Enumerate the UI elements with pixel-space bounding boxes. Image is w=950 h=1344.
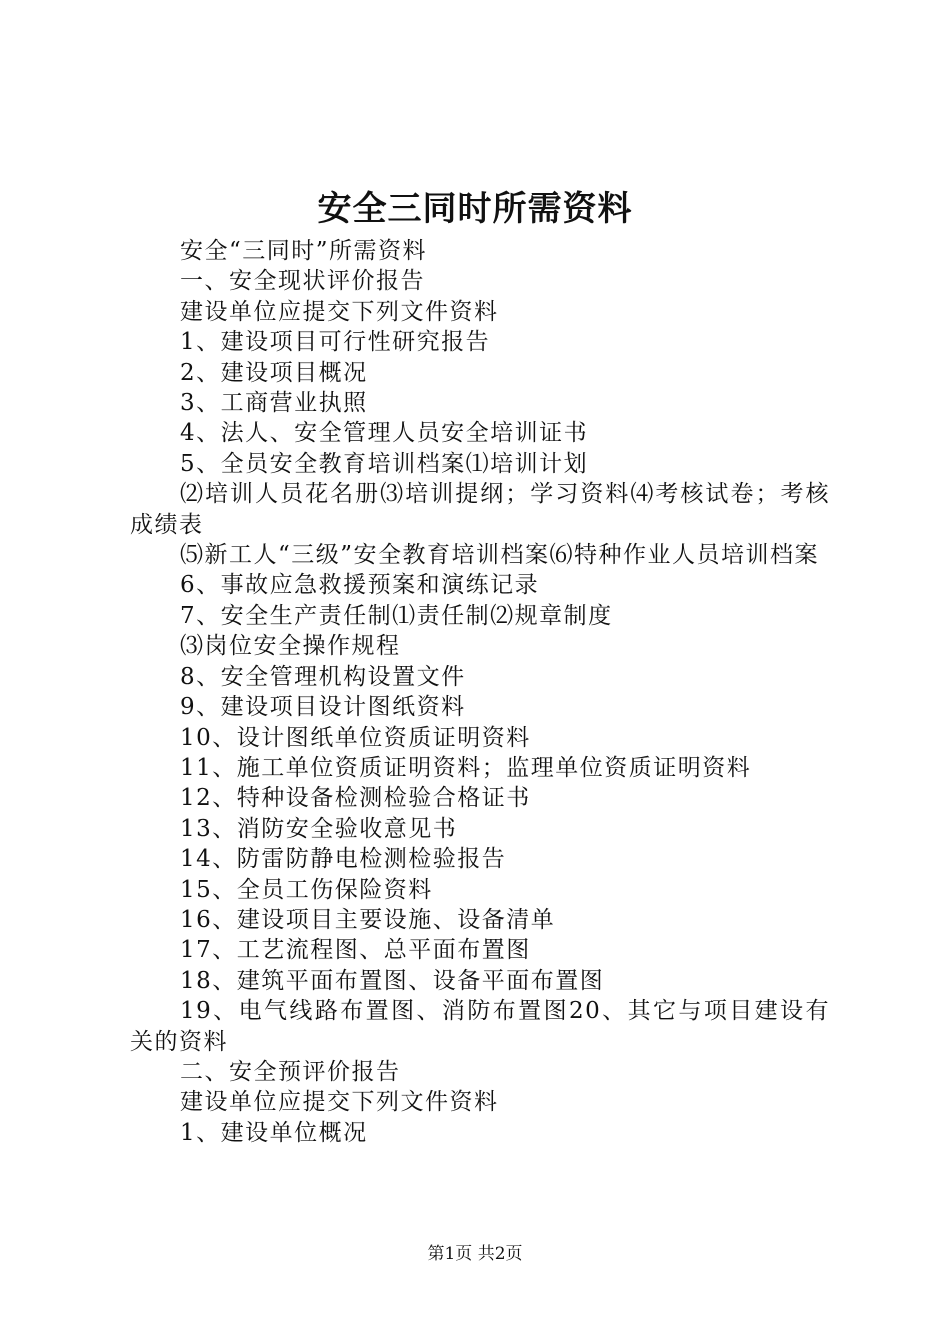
page-footer: 第1页 共2页	[427, 1244, 523, 1264]
document-paragraph: 10、设计图纸单位资质证明资料	[180, 724, 531, 751]
document-paragraph: ⑵培训人员花名册⑶培训提纲；学习资料⑷考核试卷；考核成绩表	[130, 481, 830, 538]
document-paragraph: 6、事故应急救援预案和演练记录	[180, 572, 540, 599]
document-paragraph: 9、建设项目设计图纸资料	[180, 694, 466, 721]
document-body	[130, 236, 830, 1148]
document-paragraph: 16、建设项目主要设施、设备清单	[180, 906, 556, 933]
document-paragraph: ⑶岗位安全操作规程	[180, 633, 401, 660]
document-paragraph: 14、防雷防静电检测检验报告	[180, 846, 507, 873]
document-paragraph: ⑸新工人“三级”安全教育培训档案⑹特种作业人员培训档案	[180, 542, 820, 569]
document-paragraph: 8、安全管理机构设置文件	[180, 663, 466, 690]
document-paragraph: 二、安全预评价报告	[180, 1058, 401, 1085]
document-paragraph: 17、工艺流程图、总平面布置图	[180, 937, 531, 964]
document-paragraph: 7、安全生产责任制⑴责任制⑵规章制度	[180, 602, 613, 629]
document-paragraph: 建设单位应提交下列文件资料	[180, 298, 499, 325]
document-paragraph: 19、电气线路布置图、消防布置图20、其它与项目建设有关的资料	[130, 998, 830, 1055]
document-paragraph: 18、建筑平面布置图、设备平面布置图	[180, 967, 605, 994]
document-paragraph: 12、特种设备检测检验合格证书	[180, 785, 531, 812]
document-paragraph: 3、工商营业执照	[180, 390, 368, 417]
document-title: 安全三同时所需资料	[317, 189, 633, 229]
document-paragraph: 一、安全现状评价报告	[180, 268, 425, 295]
document-paragraph: 5、全员安全教育培训档案⑴培训计划	[180, 450, 589, 477]
document-paragraph: 4、法人、安全管理人员安全培训证书	[180, 420, 589, 447]
document-paragraph: 11、施工单位资质证明资料；监理单位资质证明资料	[180, 754, 752, 781]
document-paragraph: 1、建设单位概况	[180, 1119, 368, 1146]
document-paragraph: 2、建设项目概况	[180, 359, 368, 386]
document-paragraph: 建设单位应提交下列文件资料	[180, 1089, 499, 1116]
document-paragraph: 15、全员工伤保险资料	[180, 876, 433, 903]
document-paragraph: 安全“三同时”所需资料	[180, 238, 428, 264]
document-paragraph: 1、建设项目可行性研究报告	[180, 329, 491, 356]
document-paragraph: 13、消防安全验收意见书	[180, 815, 458, 842]
